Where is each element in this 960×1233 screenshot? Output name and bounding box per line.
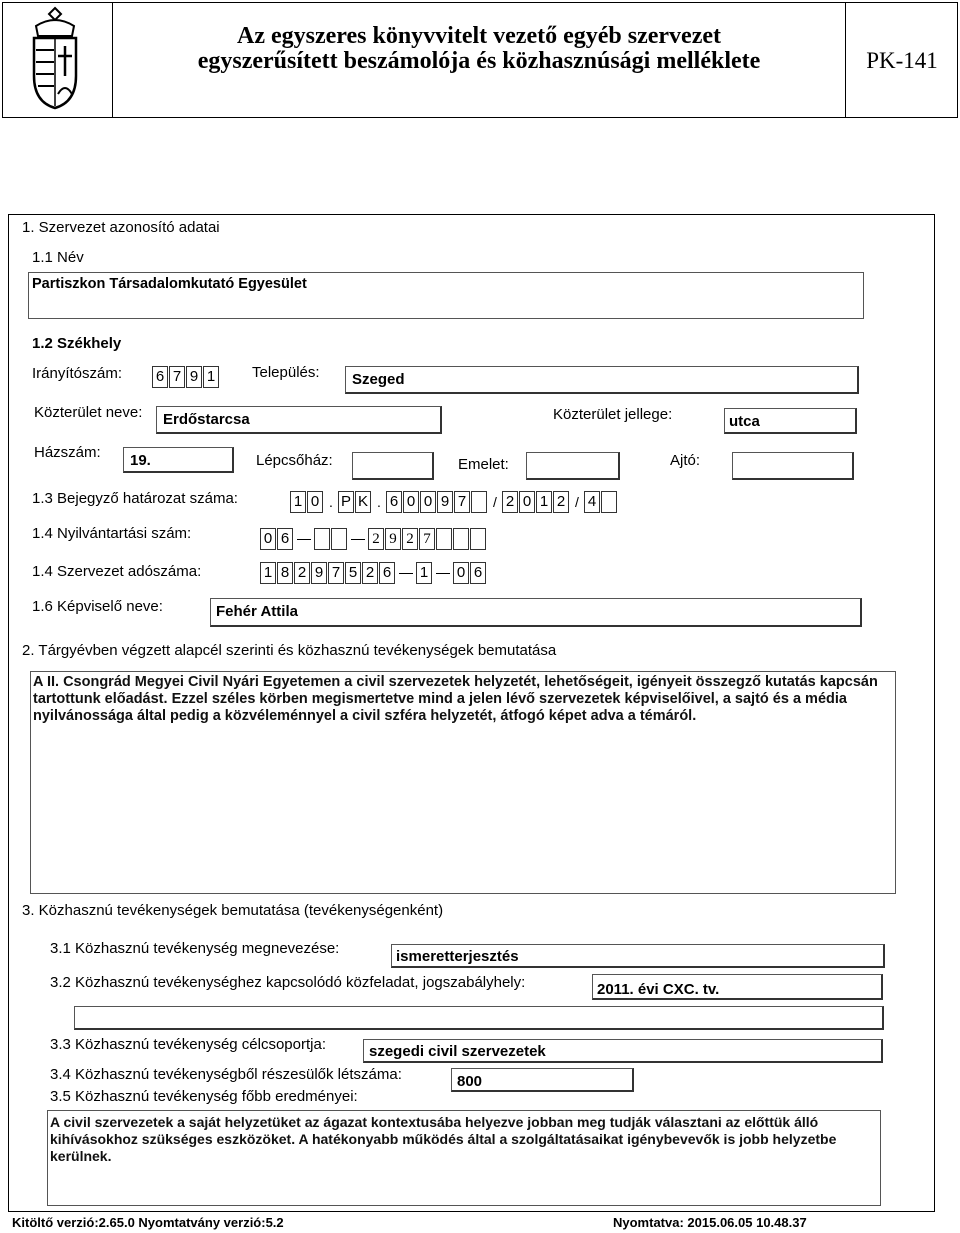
tax-digit: 5 [345, 562, 361, 584]
registry-char: 9 [385, 528, 401, 550]
court-char-empty [601, 491, 617, 513]
court-char: 0 [519, 491, 535, 513]
zip-cells[interactable] [152, 366, 220, 388]
registry-char [436, 528, 452, 550]
registry-char: 2 [402, 528, 418, 550]
name-field[interactable] [28, 272, 864, 319]
main-results-text: A civil szervezetek a saját helyzetüket az ágazat kontextusába helyezve jobban meg tudják választani az előttük álló kihívásokhoz szükséges eszközöket. A hatékonyabb működés által a szolgáltatásaikat igénybevevők is jobb helyzetbe kerülnek. [50, 1114, 837, 1164]
representative-field[interactable]: Fehér Attila [210, 598, 862, 627]
door-label: Ajtó: [670, 452, 701, 469]
city-label: Település: [252, 364, 320, 381]
form-code: PK-141 [866, 48, 938, 73]
zip-digit: 9 [186, 366, 202, 388]
street-field[interactable]: Erdőstarcsa [156, 406, 442, 434]
beneficiaries-count-field[interactable]: 800 [451, 1068, 634, 1092]
tax-digit: 6 [470, 562, 486, 584]
court-decision-cells[interactable]: 1 0 . P K . 6 0 0 9 7 / 2 0 1 2 / 4 [290, 491, 618, 513]
registry-char [331, 528, 347, 550]
footer-version: Kitöltő verzió:2.65.0 Nyomtatvány verzió:5.2 [12, 1215, 284, 1230]
public-task-field-2[interactable] [74, 1006, 884, 1030]
stair-label: Lépcsőház: [256, 452, 333, 469]
footer-printed: Nyomtatva: 2015.06.05 10.48.37 [613, 1215, 807, 1230]
registry-char: 0 [260, 528, 276, 550]
court-char: 4 [584, 491, 600, 513]
form-title-line2: egyszerűsített beszámolója és közhasznúsági melléklete [197, 48, 761, 74]
tax-number-cells[interactable] [260, 562, 487, 584]
name-value: Partiszkon Társadalomkutató Egyesület [32, 276, 307, 292]
tax-digit: 0 [453, 562, 469, 584]
street-type-label: Közterület jellege: [553, 406, 673, 423]
registry-char: 6 [277, 528, 293, 550]
tax-digit: 1 [260, 562, 276, 584]
name-label: 1.1 Név [32, 249, 84, 266]
court-char: K [355, 491, 371, 513]
court-char: 2 [553, 491, 569, 513]
registry-char [453, 528, 469, 550]
court-char: 9 [437, 491, 453, 513]
section1-title: 1. Szervezet azonosító adatai [22, 219, 220, 236]
activity-name-label: 3.1 Közhasznú tevékenység megnevezése: [50, 940, 340, 957]
street-type-field[interactable]: utca [724, 408, 857, 434]
registry-char [470, 528, 486, 550]
floor-field[interactable] [526, 452, 620, 480]
tax-number-label: 1.4 Szervezet adószáma: [32, 563, 202, 580]
tax-digit: 2 [294, 562, 310, 584]
activities-text: A II. Csongrád Megyei Civil Nyári Egyetemen a civil szervezetek helyzetét, lehetőségeit, igényeit összegző kutatás kapcsán tartottunk előadást. Ezzel széles körben megismertetve mind a jelen lévő szervezetek képviselőivel, a sajtó és a média nyilvánossága által pedig a közvéleménnyel a civil szféra helyzetét, átfogó képet adva a témáról. [33, 674, 878, 724]
target-group-field[interactable]: szegedi civil szervezetek [363, 1039, 883, 1063]
stair-field[interactable] [352, 452, 434, 480]
tax-digit: 7 [328, 562, 344, 584]
form-title-line1: Az egyszeres könyvvitelt vezető egyéb szervezet [236, 23, 721, 49]
registry-number-label: 1.4 Nyilvántartási szám: [32, 525, 192, 542]
house-number-field[interactable]: 19. [123, 447, 234, 473]
court-char: P [338, 491, 354, 513]
tax-digit: 9 [311, 562, 327, 584]
registry-char: 2 [368, 528, 384, 550]
registry-number-cells[interactable] [260, 528, 487, 550]
court-char: 6 [386, 491, 402, 513]
zip-digit: 6 [152, 366, 168, 388]
seat-label: 1.2 Székhely [32, 335, 122, 352]
registry-char [314, 528, 330, 550]
activity-name-field[interactable]: ismeretterjesztés [391, 944, 885, 968]
court-char: 7 [454, 491, 470, 513]
section2-title: 2. Tárgyévben végzett alapcél szerinti és közhasznú tevékenységek bemutatása [22, 642, 557, 659]
court-char: 0 [403, 491, 419, 513]
coat-of-arms-logo [26, 6, 84, 110]
door-field[interactable] [732, 452, 854, 480]
target-group-label: 3.3 Közhasznú tevékenység célcsoportja: [50, 1036, 326, 1053]
main-results-label: 3.5 Közhasznú tevékenység főbb eredményei: [50, 1088, 358, 1105]
zip-digit: 1 [203, 366, 219, 388]
city-field[interactable]: Szeged [345, 366, 859, 394]
court-char: 0 [307, 491, 323, 513]
section3-title: 3. Közhasznú tevékenységek bemutatása (tevékenységenként) [22, 902, 444, 919]
court-decision-label: 1.3 Bejegyző határozat száma: [32, 490, 238, 507]
representative-label: 1.6 Képviselő neve: [32, 598, 163, 615]
tax-digit: 2 [362, 562, 378, 584]
tax-digit: 1 [416, 562, 432, 584]
zip-digit: 7 [169, 366, 185, 388]
house-number-label: Házszám: [34, 444, 101, 461]
floor-label: Emelet: [458, 456, 509, 473]
activities-text-box[interactable] [30, 671, 896, 894]
court-char-empty [471, 491, 487, 513]
court-char: 1 [290, 491, 306, 513]
tax-digit: 8 [277, 562, 293, 584]
street-label: Közterület neve: [34, 404, 143, 421]
tax-digit: 6 [379, 562, 395, 584]
beneficiaries-count-label: 3.4 Közhasznú tevékenységből részesülők létszáma: [50, 1066, 402, 1083]
court-char: 1 [536, 491, 552, 513]
court-char: 2 [502, 491, 518, 513]
public-task-field[interactable]: 2011. évi CXC. tv. [592, 974, 883, 1000]
zip-label: Irányítószám: [32, 365, 123, 382]
main-results-box[interactable] [47, 1110, 881, 1206]
registry-char: 7 [419, 528, 435, 550]
form-title [113, 24, 845, 74]
court-char: 0 [420, 491, 436, 513]
public-task-label: 3.2 Közhasznú tevékenységhez kapcsolódó közfeladat, jogszabályhely: [50, 974, 526, 991]
